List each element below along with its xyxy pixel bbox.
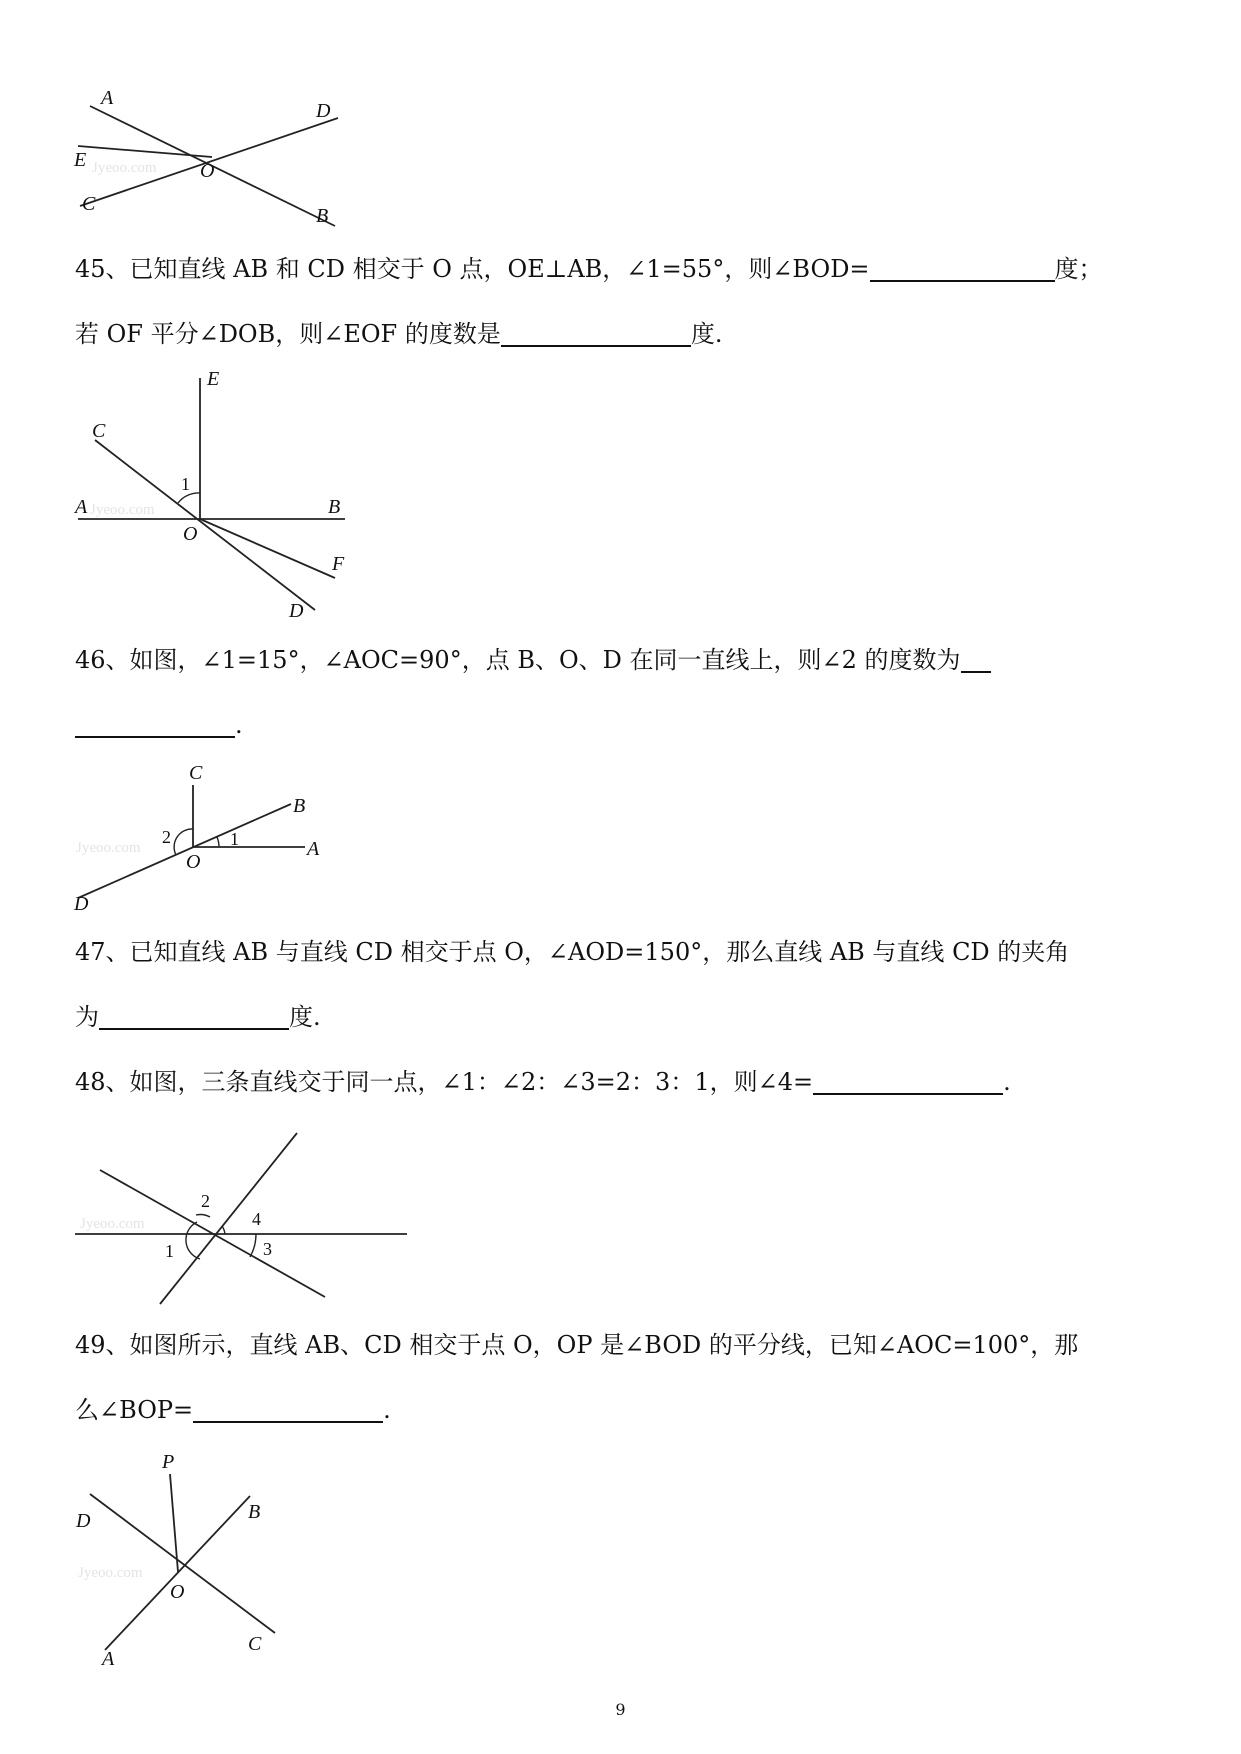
figure-49: [0, 1450, 400, 1670]
question-45-text: 45、已知直线 AB 和 CD 相交于 O 点，OE⊥AB，∠1=55°，则∠BOD=: [75, 255, 870, 283]
label-e: E: [207, 368, 220, 390]
label-e: E: [74, 149, 87, 171]
question-46-line-2: [75, 710, 243, 740]
watermark: Jyeoo.com: [80, 1216, 145, 1232]
question-47-line-1: [75, 937, 1069, 967]
question-47-text: 为: [75, 1003, 99, 1031]
question-46-text: 46、如图，∠1=15°，∠AOC=90°，点 B、O、D 在同一直线上，则∠2 的度数为: [75, 646, 961, 674]
label-c: C: [189, 762, 203, 784]
label-o: O: [170, 1581, 185, 1603]
answer-blank-angle4[interactable]: [813, 1069, 1003, 1095]
label-a: A: [307, 838, 320, 860]
unit-text: 度.: [690, 320, 723, 348]
label-b: B: [248, 1501, 261, 1523]
question-45-text: 若 OF 平分∠DOB，则∠EOF 的度数是: [75, 320, 501, 348]
answer-blank-bod[interactable]: [870, 256, 1055, 282]
watermark: Jyeoo.com: [90, 502, 155, 518]
label-b: B: [293, 795, 306, 817]
question-46-line-1: [75, 645, 991, 675]
question-49-text: 么∠BOP=: [75, 1396, 194, 1424]
question-49-text: 49、如图所示，直线 AB、CD 相交于点 O，OP 是∠BOD 的平分线，已知∠AOC=100°，那: [75, 1331, 1079, 1359]
figure-44: [0, 0, 400, 240]
question-47-line-2: [75, 1002, 321, 1032]
answer-blank-angle[interactable]: [99, 1004, 289, 1030]
end-punctuation: .: [235, 711, 243, 739]
label-b: B: [316, 205, 329, 227]
page-number: 9: [615, 1700, 626, 1719]
label-o: O: [186, 851, 201, 873]
unit-text: 度；: [1054, 255, 1103, 283]
question-45-line-2: [75, 319, 722, 349]
question-48-line-1: [75, 1067, 1011, 1097]
angle-2-label: 2: [201, 1191, 210, 1211]
label-o: O: [200, 160, 215, 182]
figure-46: [0, 755, 400, 915]
angle-3-label: 3: [263, 1239, 272, 1259]
label-b: B: [328, 496, 341, 518]
question-49-line-2: [75, 1395, 391, 1425]
label-a: A: [75, 496, 88, 518]
watermark: Jyeoo.com: [92, 160, 157, 176]
label-c: C: [92, 420, 106, 442]
angle-4-label: 4: [252, 1209, 261, 1229]
answer-blank-angle2[interactable]: [75, 712, 235, 738]
end-punctuation: .: [1003, 1068, 1011, 1096]
label-c: C: [82, 193, 96, 215]
angle-1-label: 1: [165, 1241, 174, 1261]
angle-1-label: 1: [181, 474, 190, 494]
unit-text: 度.: [289, 1003, 321, 1031]
label-p: P: [162, 1451, 175, 1473]
question-48-text: 48、如图，三条直线交于同一点，∠1：∠2：∠3=2：3：1，则∠4=: [75, 1068, 814, 1096]
question-49-line-1: [75, 1330, 1078, 1360]
label-d: D: [76, 1510, 91, 1532]
angle-1-label: 1: [230, 829, 239, 849]
label-f: F: [332, 553, 345, 575]
watermark: Jyeoo.com: [76, 840, 141, 856]
watermark: Jyeoo.com: [78, 1565, 143, 1581]
label-o: O: [183, 523, 198, 545]
label-a: A: [102, 1648, 115, 1670]
figure-45: [0, 360, 400, 630]
label-a: A: [101, 87, 114, 109]
question-47-text: 47、已知直线 AB 与直线 CD 相交于点 O，∠AOD=150°，那么直线 AB 与直线 CD 的夹角: [75, 938, 1070, 966]
label-d: D: [289, 600, 304, 622]
end-punctuation: .: [383, 1396, 391, 1424]
answer-blank-bop[interactable]: [193, 1397, 383, 1423]
figure-48: [0, 1120, 420, 1310]
question-45-line-1: [75, 254, 1103, 284]
label-d: D: [316, 100, 331, 122]
answer-blank-angle2-start[interactable]: [961, 647, 991, 673]
label-c: C: [248, 1633, 262, 1655]
label-d: D: [74, 893, 89, 915]
angle-2-label: 2: [162, 827, 171, 847]
answer-blank-eof[interactable]: [501, 321, 691, 347]
